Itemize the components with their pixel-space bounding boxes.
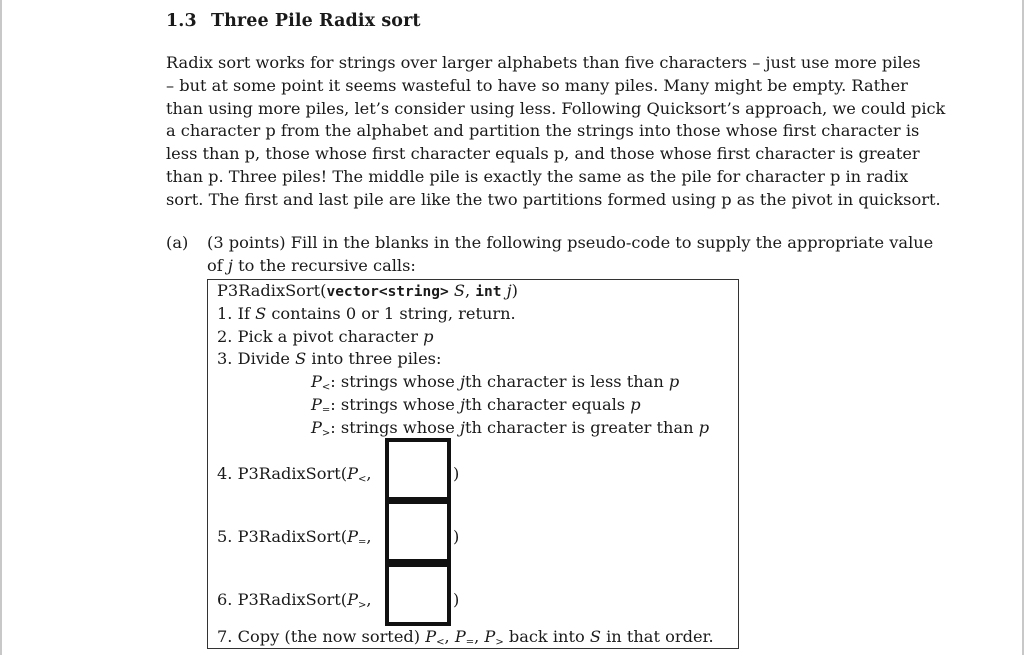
pile-p: p <box>698 418 710 437</box>
section-heading <box>166 11 421 31</box>
sub-lt: < <box>321 382 331 393</box>
step7-sub: < <box>436 637 445 648</box>
call-sub: < <box>357 474 367 485</box>
step7-end: in that order. <box>600 627 714 646</box>
intro-paragraph <box>166 52 946 212</box>
paragraph-line: than p. Three piles! The middle pile is exactly the same as the pile for character p in radix <box>166 166 909 186</box>
step7-S: S <box>589 627 601 646</box>
pile-less <box>311 372 679 393</box>
var-j: j <box>506 281 512 300</box>
call-prefix: 5. P3RadixSort( <box>217 527 348 546</box>
code-step-5 <box>217 527 372 548</box>
section-title: Three Pile Radix sort <box>210 11 421 31</box>
pile-symbol: P <box>311 418 322 437</box>
step7-pre: 7. Copy (the now sorted) <box>217 627 426 646</box>
call-P: P <box>347 464 358 483</box>
step3-post: into three piles: <box>306 349 442 368</box>
pile-symbol: P <box>311 395 322 414</box>
call-comma: , <box>366 527 372 546</box>
sub-eq: = <box>321 405 331 416</box>
section-number: 1.3 <box>166 11 197 31</box>
call-sub: > <box>357 600 367 611</box>
step1-pre: 1. If <box>217 304 256 323</box>
step3-pre: 3. Divide <box>217 349 296 368</box>
call-comma: , <box>366 464 372 483</box>
call-P: P <box>347 527 358 546</box>
paragraph-line: Radix sort works for strings over larger alphabets than five characters – just use more piles <box>166 53 921 72</box>
close-paren: ) <box>453 527 460 546</box>
call-P: P <box>347 590 358 609</box>
step7-P: P <box>484 627 496 646</box>
type-int: int <box>475 284 502 300</box>
call-comma: , <box>366 590 372 609</box>
pseudocode-box <box>207 279 739 649</box>
pile-j: j <box>459 372 465 391</box>
pile-greater <box>311 418 709 439</box>
step7-sep: , <box>444 627 455 646</box>
pile-rest: th character equals <box>464 395 631 414</box>
step1-post: contains 0 or 1 string, return. <box>266 304 516 323</box>
paragraph-line: – but at some point it seems wasteful to have so many piles. Many might be empty. Rather <box>166 75 908 95</box>
answer-blank-2[interactable] <box>385 500 451 563</box>
pile-symbol: P <box>311 372 322 391</box>
code-step-4 <box>217 464 372 485</box>
step7-P: P <box>454 627 466 646</box>
type-vector: vector<string> <box>326 284 449 300</box>
question-var-j: j <box>227 255 233 275</box>
code-signature <box>217 281 518 300</box>
question-text: (3 points) Fill in the blanks in the following pseudo-code to supply the appropriate value <box>207 233 934 252</box>
step3-var: S <box>295 349 307 368</box>
close-paren: ) <box>453 464 460 483</box>
step2-var: p <box>423 327 434 346</box>
close-paren: ) <box>453 590 460 609</box>
pile-equal <box>311 395 641 416</box>
code-step-1 <box>217 304 516 323</box>
step7-sub: = <box>465 637 475 648</box>
answer-blank-3[interactable] <box>385 563 451 626</box>
pile-j: j <box>459 395 465 414</box>
pile-text: : strings whose <box>330 418 460 437</box>
step2-pre: 2. Pick a pivot character <box>217 327 424 346</box>
paragraph-line: less than p, those whose first character equals p, and those whose first character is greater <box>166 144 920 164</box>
question-a <box>166 232 934 278</box>
step1-var: S <box>255 304 267 323</box>
paragraph-line: than using more piles, let’s consider using less. Following Quicksort’s approach, we could pick <box>166 98 946 118</box>
step7-P: P <box>425 627 437 646</box>
step7-sub: > <box>495 637 504 648</box>
code-step-3 <box>217 349 441 368</box>
question-text-2: of <box>207 255 228 275</box>
paragraph-line: sort. The first and last pile are like the two partitions formed using p as the pivot in quicksort. <box>166 189 941 209</box>
code-step-6 <box>217 590 372 611</box>
pile-j: j <box>459 418 465 437</box>
call-prefix: 4. P3RadixSort( <box>217 464 348 483</box>
sig-comma: , <box>464 281 476 300</box>
sig-close: ) <box>511 281 518 300</box>
pile-text: : strings whose <box>330 372 460 391</box>
var-S: S <box>453 281 465 300</box>
pile-rest: th character is less than <box>464 372 669 391</box>
answer-blank-1[interactable] <box>385 438 451 501</box>
step7-post: back into <box>503 627 590 646</box>
paragraph-line: a character p from the alphabet and partition the strings into those whose first character is <box>166 121 920 141</box>
pile-p: p <box>668 372 680 391</box>
code-step-7 <box>217 627 714 648</box>
pile-rest: th character is greater than <box>464 418 699 437</box>
call-prefix: 6. P3RadixSort( <box>217 590 348 609</box>
step7-sep: , <box>474 627 485 646</box>
call-sub: = <box>357 537 367 548</box>
question-text-3: to the recursive calls: <box>232 255 416 275</box>
question-label: (a) <box>166 233 189 252</box>
page-left-border <box>0 0 2 655</box>
sub-gt: > <box>321 428 331 439</box>
fn-name: P3RadixSort( <box>217 281 327 300</box>
pile-p: p <box>630 395 641 414</box>
pile-text: : strings whose <box>330 395 460 414</box>
code-step-2 <box>217 327 434 346</box>
